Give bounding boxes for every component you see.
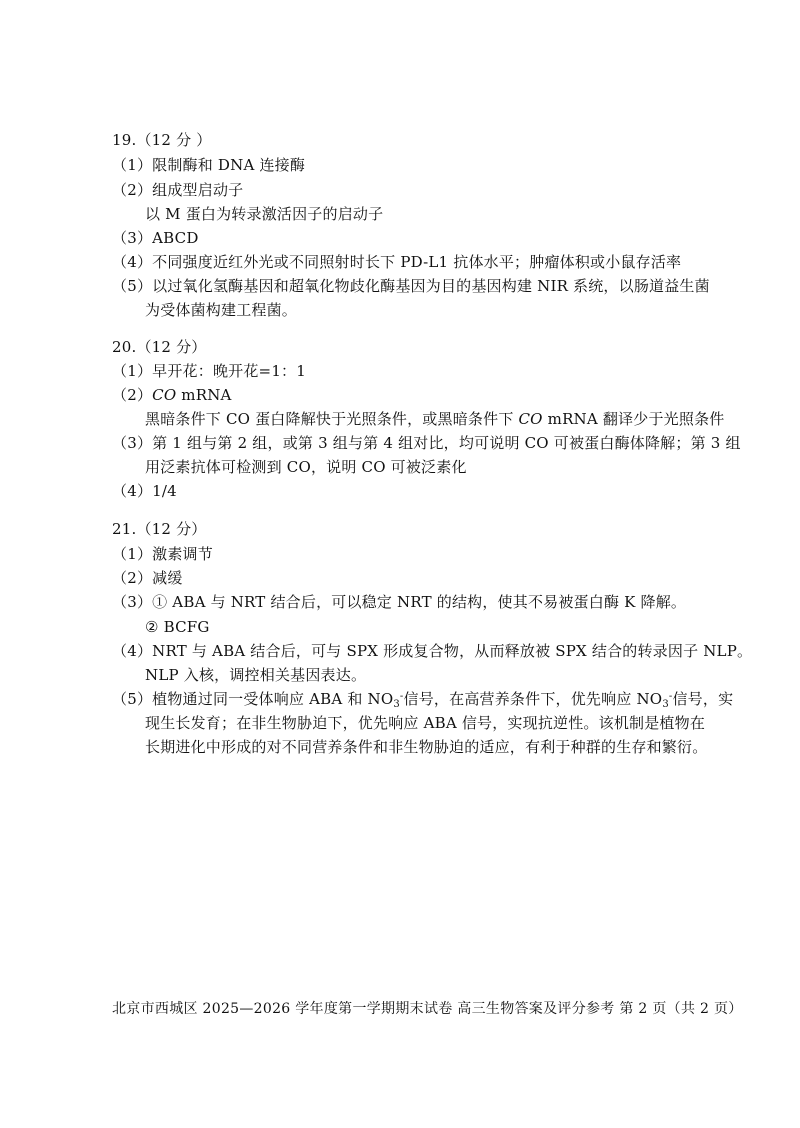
q19-answer-5: （5）以过氧化氢酶基因和超氧化物歧化酶基因为目的基因构建 NIR 系统，以肠道益生菌 [112, 277, 710, 295]
q21-answer-5-cont-2: 长期进化中形成的对不同营养条件和非生物胁迫的适应，有利于种群的生存和繁衍。 [145, 738, 708, 756]
q21-answer-5 [112, 689, 733, 709]
q19-answer-2-cont: 以 M 蛋白为转录激活因子的启动子 [145, 205, 384, 223]
q20-answer-2 [112, 385, 232, 405]
q20-gene-co-2: CO [518, 410, 543, 428]
q21-answer-5-mid: 信号，在高营养条件下，优先响应 NO [403, 690, 663, 708]
q21-header: 21.（12 分） [112, 520, 207, 538]
q20-answer-1: （1）早开花：晚开花=1：1 [112, 362, 306, 380]
q20-answer-2-cont-pre: 黑暗条件下 CO 蛋白降解快于光照条件，或黑暗条件下 [145, 410, 519, 428]
q19-answer-2: （2）组成型启动子 [112, 181, 244, 199]
q19-answer-3: （3）ABCD [112, 229, 199, 247]
q20-answer-2-cont [145, 409, 724, 429]
q20-answer-2-rest: mRNA [176, 386, 232, 404]
q21-answer-3-cont: ② BCFG [145, 618, 210, 636]
q21-answer-5-cont: 现生长发育；在非生物胁迫下，优先响应 ABA 信号，实现抗逆性。该机制是植物在 [145, 714, 706, 732]
q21-answer-4: （4）NRT 与 ABA 结合后，可与 SPX 形成复合物，从而释放被 SPX 结合的转录因子 NLP。 [112, 642, 753, 660]
q20-header: 20.（12 分） [112, 338, 207, 356]
q19-answer-1: （1）限制酶和 DNA 连接酶 [112, 156, 306, 174]
q21-answer-5-post: 信号，实 [672, 690, 734, 708]
q21-answer-4-cont: NLP 入核，调控相关基因表达。 [145, 666, 367, 684]
page-footer: 北京市西城区 2025—2026 学年度第一学期期末试卷 高三生物答案及评分参考 第 2 页（共 2 页） [112, 1001, 743, 1017]
q21-no3-subscript-2: 3 [662, 699, 669, 710]
q20-answer-3-cont: 用泛素抗体可检测到 CO，说明 CO 可被泛素化 [145, 458, 467, 476]
q20-answer-2-cont-post: mRNA 翻译少于光照条件 [542, 410, 725, 428]
q21-answer-5-pre: （5）植物通过同一受体响应 ABA 和 NO [112, 690, 394, 708]
q21-no3-superscript-2: - [668, 691, 673, 702]
q20-answer-4: （4）1/4 [112, 482, 177, 500]
q21-no3-superscript: - [399, 691, 404, 702]
q20-answer-2-label: （2） [112, 386, 153, 404]
q19-answer-5-cont: 为受体菌构建工程菌。 [145, 301, 298, 319]
q21-answer-2: （2）减缓 [112, 569, 183, 587]
q21-answer-1: （1）激素调节 [112, 545, 213, 563]
q20-answer-3: （3）第 1 组与第 2 组，或第 3 组与第 4 组对比，均可说明 CO 可被蛋白酶体降解；第 3 组 [112, 434, 741, 452]
q21-no3-subscript: 3 [393, 699, 400, 710]
q21-answer-3: （3）① ABA 与 NRT 结合后，可以稳定 NRT 的结构，使其不易被蛋白酶 K 降解。 [112, 593, 687, 611]
q19-header: 19.（12 分 ） [112, 131, 212, 149]
q19-answer-4: （4）不同强度近红外光或不同照射时长下 PD-L1 抗体水平；肿瘤体积或小鼠存活率 [112, 253, 682, 271]
q20-gene-co: CO [152, 386, 177, 404]
